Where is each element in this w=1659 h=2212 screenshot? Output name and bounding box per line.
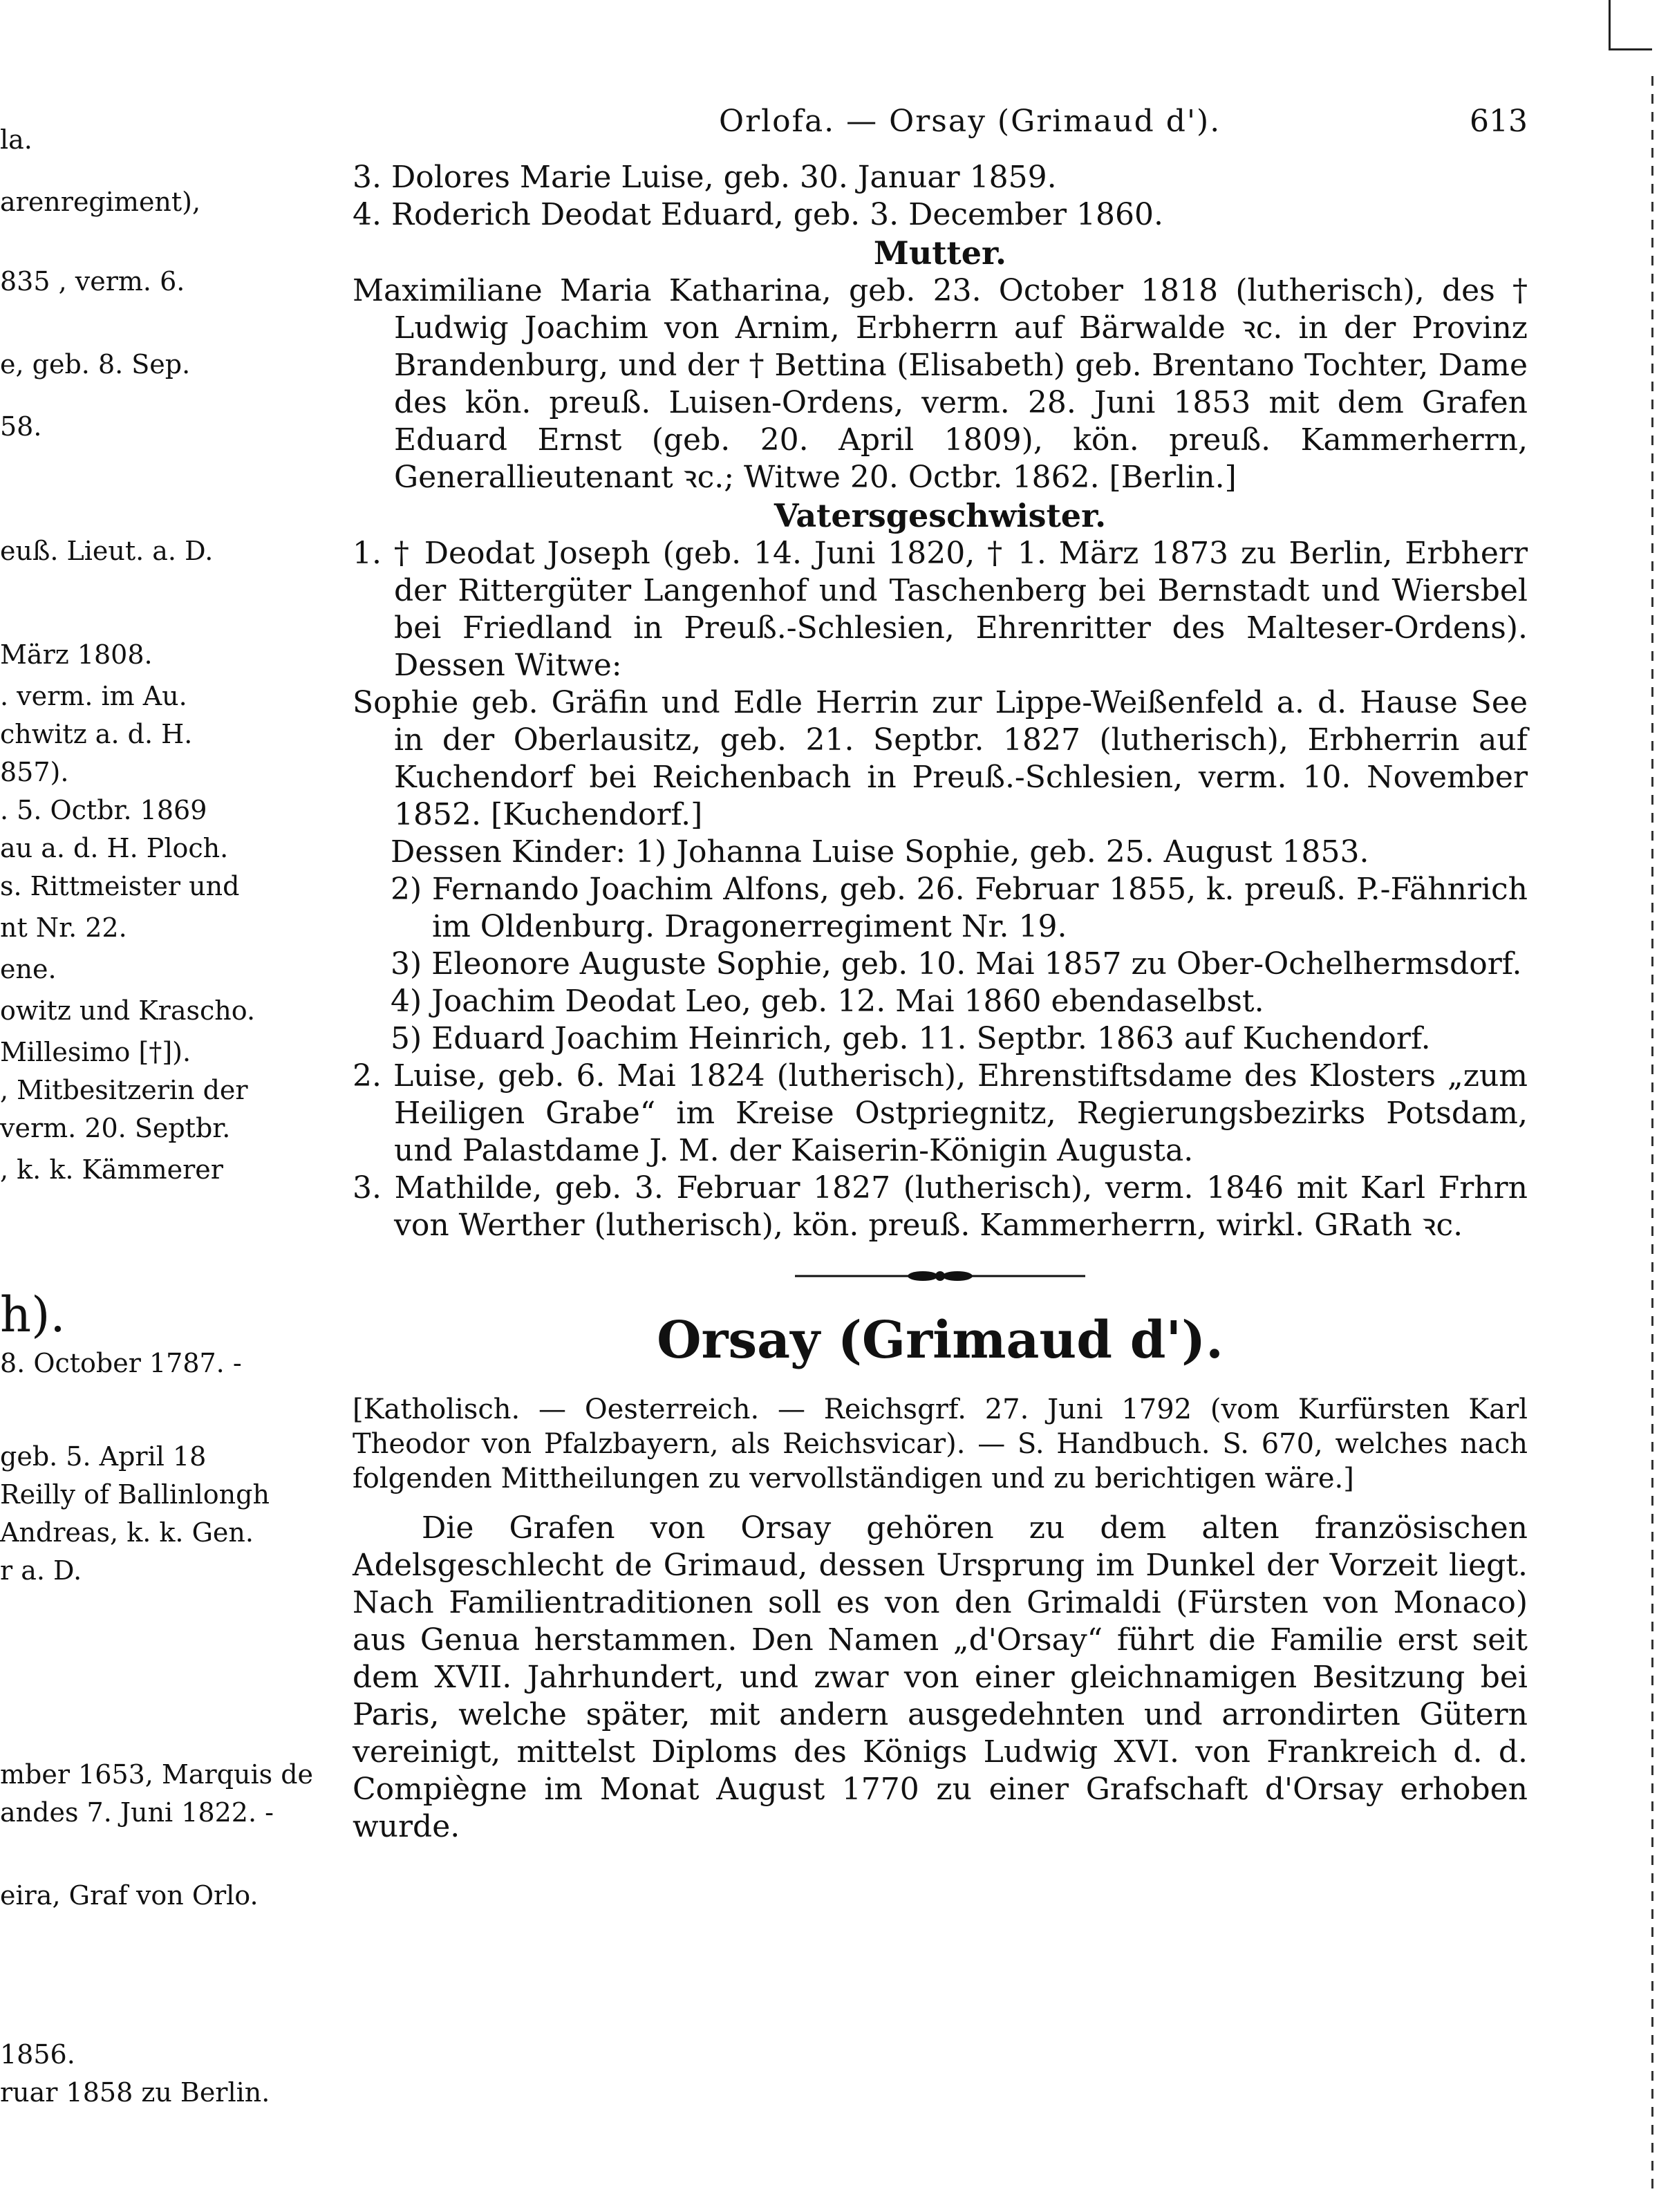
bleed-line: geb. 5. April 18 xyxy=(0,1441,207,1472)
child-eduard: 5) Eduard Joachim Heinrich, geb. 11. Septbr. 1863 auf Kuchendorf. xyxy=(391,1021,1431,1056)
entries-top xyxy=(353,159,1528,234)
children-intro: Dessen Kinder: 1) Johanna Luise Sophie, geb. 25. August 1853. xyxy=(391,834,1369,870)
sibling-mathilde: 3. Mathilde, geb. 3. Februar 1827 (lutherisch), verm. 1846 mit Karl Frhrn von Werther (lutherisch), kön. preuß. Kammerherrn, wirkl. GRath ꝛc. xyxy=(353,1170,1528,1243)
bleed-line: ene. xyxy=(0,954,57,984)
page-header xyxy=(353,104,1528,159)
left-page-bleed xyxy=(0,0,314,2212)
bleed-line: s. Rittmeister und xyxy=(0,871,240,901)
bleed-line: eira, Graf von Orlo. xyxy=(0,1880,259,1911)
child-joachim: 4) Joachim Deodat Leo, geb. 12. Mai 1860 ebendaselbst. xyxy=(391,984,1264,1019)
mutter-block xyxy=(353,272,1528,496)
sibling-luise: 2. Luise, geb. 6. Mai 1824 (lutherisch), Ehrenstiftsdame des Klosters „zum Heiligen Grabe“ im Kreise Ostpriegnitz, Regierungsbezirks Potsdam, und Palastdame J. M. der Kaiserin-Königin Augusta. xyxy=(353,1058,1528,1168)
bleed-line: Andreas, k. k. Gen. xyxy=(0,1517,254,1548)
page-corner-mark xyxy=(1609,0,1652,50)
bleed-line: 8. October 1787. - xyxy=(0,1348,242,1378)
bleed-line: . verm. im Au. xyxy=(0,681,187,711)
bleed-line: , k. k. Kämmerer xyxy=(0,1154,223,1185)
bleed-line: nt Nr. 22. xyxy=(0,912,127,943)
page-number: 613 xyxy=(1470,104,1528,139)
section-note: [Katholisch. — Oesterreich. — Reichsgrf. 27. Juni 1792 (vom Kurfürsten Karl Theodor von Pfalzbayern, als Reichsvicar). — S. Handbuch. S. 670, welches nach folgenden Mittheilungen zu vervollständigen und zu berichtigen wäre.] xyxy=(353,1394,1528,1494)
bleed-line: ruar 1858 zu Berlin. xyxy=(0,2077,270,2108)
bleed-line: März 1808. xyxy=(0,639,153,670)
sibling-widow-sophie: Sophie geb. Gräfin und Edle Herrin zur Lippe-Weißenfeld a. d. Hause See in der Oberlausitz, geb. 21. Septbr. 1827 (lutherisch), Erbherrin auf Kuchendorf bei Reichenbach in Preuß.-Schlesien, verm. 10. November 1852. [Kuchendorf.] xyxy=(353,685,1528,832)
bleed-line: au a. d. H. Ploch. xyxy=(0,833,229,863)
heading-mutter: Mutter. xyxy=(873,234,1007,272)
bleed-line: Reilly of Ballinlongh xyxy=(0,1479,270,1510)
bleed-line: 1856. xyxy=(0,2039,75,2070)
section-body: Die Grafen von Orsay gehören zu dem alten französischen Adelsgeschlecht de Grimaud, dessen Ursprung im Dunkel der Vorzeit liegt. Nach Familientraditionen soll es von den Grimaldi (Fürsten von Monaco) aus Genua herstammen. Den Namen „d'Orsay“ führt die Familie erst seit dem XVII. Jahrhundert, und zwar von einer gleichnamigen Besitzung bei Paris, welche später, mit andern ausgedehnten und arrondirten Gütern vereinigt, mittelst Diploms des Königs Ludwig XVI. von Frankreich d. d. Compiègne im Monat August 1770 zu einer Grafschaft d'Orsay erhoben wurde. xyxy=(353,1510,1528,1844)
bleed-line: chwitz a. d. H. xyxy=(0,719,193,749)
entry-roderich: 4. Roderich Deodat Eduard, geb. 3. December 1860. xyxy=(353,197,1163,232)
child-fernando: 2) Fernando Joachim Alfons, geb. 26. Februar 1855, k. preuß. P.-Fähnrich im Oldenburg. Dragonerregiment Nr. 19. xyxy=(391,872,1528,944)
bleed-line: euß. Lieut. a. D. xyxy=(0,536,214,566)
bleed-line: verm. 20. Septbr. xyxy=(0,1113,231,1143)
section-title: Orsay (Grimaud d'). xyxy=(657,1311,1224,1370)
bleed-line: e, geb. 8. Sep. xyxy=(0,349,191,379)
bleed-line: . 5. Octbr. 1869 xyxy=(0,795,207,825)
bleed-line: 835 , verm. 6. xyxy=(0,266,185,297)
child-eleonore: 3) Eleonore Auguste Sophie, geb. 10. Mai 1857 zu Ober-Ochelhermsdorf. xyxy=(391,946,1522,982)
heading-vatersgeschwister: Vatersgeschwister. xyxy=(774,497,1107,534)
page-main xyxy=(353,104,1528,1846)
bleed-line: andes 7. Juni 1822. - xyxy=(0,1797,274,1828)
entry-dolores: 3. Dolores Marie Luise, geb. 30. Januar 1859. xyxy=(353,160,1057,195)
bleed-line: r a. D. xyxy=(0,1555,82,1586)
sibling-deodat: 1. † Deodat Joseph (geb. 14. Juni 1820, † 1. März 1873 zu Berlin, Erbherr der Rittergüter Langenhof und Taschenberg bei Bernstadt und Wiersbel bei Friedland in Preuß.-Schlesien, Ehrenritter des Malteser-Ordens). Dessen Witwe: xyxy=(353,536,1528,683)
bleed-line: la. xyxy=(0,124,32,155)
bleed-line: Millesimo [†]). xyxy=(0,1037,191,1067)
bleed-line: 857). xyxy=(0,757,69,787)
bleed-line: 58. xyxy=(0,411,42,442)
vatersgeschwister-block xyxy=(353,535,1528,1244)
bleed-line: owitz und Krascho. xyxy=(0,995,256,1026)
bleed-line: mber 1653, Marquis de xyxy=(0,1759,314,1790)
running-title: Orlofa. — Orsay (Grimaud d'). xyxy=(719,104,1221,139)
page-edge-line xyxy=(1651,76,1653,2191)
bleed-line: h). xyxy=(0,1286,66,1343)
bleed-line: , Mitbesitzerin der xyxy=(0,1075,248,1105)
ornament-rule xyxy=(795,1268,1085,1284)
bleed-line: arenregiment), xyxy=(0,187,201,217)
mutter-text: Maximiliane Maria Katharina, geb. 23. October 1818 (lutherisch), des † Ludwig Joachim von Arnim, Erbherrn auf Bärwalde ꝛc. in der Provinz Brandenburg, und der † Bettina (Elisabeth) geb. Brentano Tochter, Dame des kön. preuß. Luisen-Ordens, verm. 28. Juni 1853 mit dem Grafen Eduard Ernst (geb. 20. April 1809), kön. preuß. Kammerherrn, Generallieutenant ꝛc.; Witwe 20. Octbr. 1862. [Berlin.] xyxy=(353,273,1528,495)
